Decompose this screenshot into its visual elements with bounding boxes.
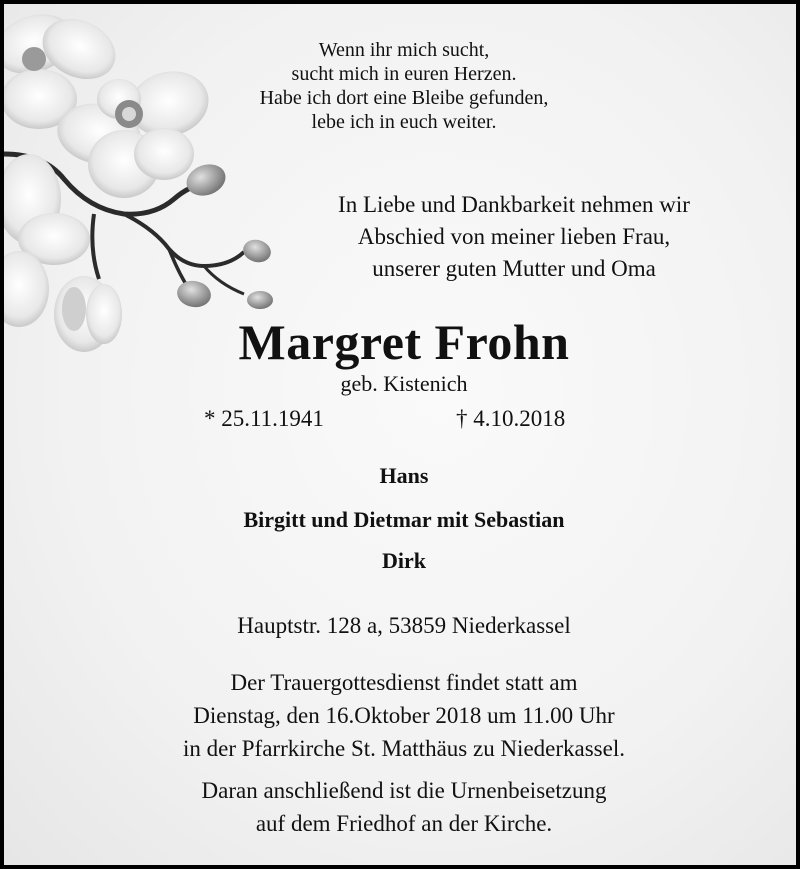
poem bbox=[204, 38, 604, 134]
death-date: † 4.10.2018 bbox=[456, 406, 566, 431]
service-line: in der Pfarrkirche St. Matthäus zu Niederkassel. bbox=[183, 736, 625, 761]
poem-line: Habe ich dort eine Bleibe gefunden, bbox=[259, 87, 549, 109]
poem-line: sucht mich in euren Herzen. bbox=[291, 63, 517, 85]
intro-line: unserer guten Mutter und Oma bbox=[372, 256, 656, 281]
address: Hauptstr. 128 a, 53859 Niederkassel bbox=[237, 613, 571, 638]
intro-line: Abschied von meiner lieben Frau, bbox=[357, 224, 671, 249]
burial-line: Daran anschließend ist die Urnenbeisetzung bbox=[201, 778, 607, 803]
maiden-name: geb. Kistenich bbox=[340, 371, 468, 396]
service-info bbox=[4, 666, 800, 765]
birth-date: * 25.11.1941 bbox=[204, 406, 324, 431]
service-line: Dienstag, den 16.Oktober 2018 um 11.00 Uhr bbox=[193, 703, 615, 728]
burial-line: auf dem Friedhof an der Kirche. bbox=[255, 811, 553, 836]
family-member: Birgitt und Dietmar mit Sebastian bbox=[243, 507, 565, 532]
burial-info bbox=[4, 774, 800, 840]
family-member: Hans bbox=[379, 463, 429, 488]
poem-line: Wenn ihr mich sucht, bbox=[318, 39, 490, 61]
intro-line: In Liebe und Dankbarkeit nehmen wir bbox=[338, 192, 690, 217]
family-member: Dirk bbox=[382, 548, 426, 573]
intro-text bbox=[254, 189, 774, 285]
poem-line: lebe ich in euch weiter. bbox=[311, 111, 497, 133]
service-line: Der Trauergottesdienst findet statt am bbox=[230, 670, 578, 695]
deceased-name: Margret Frohn bbox=[238, 314, 570, 370]
